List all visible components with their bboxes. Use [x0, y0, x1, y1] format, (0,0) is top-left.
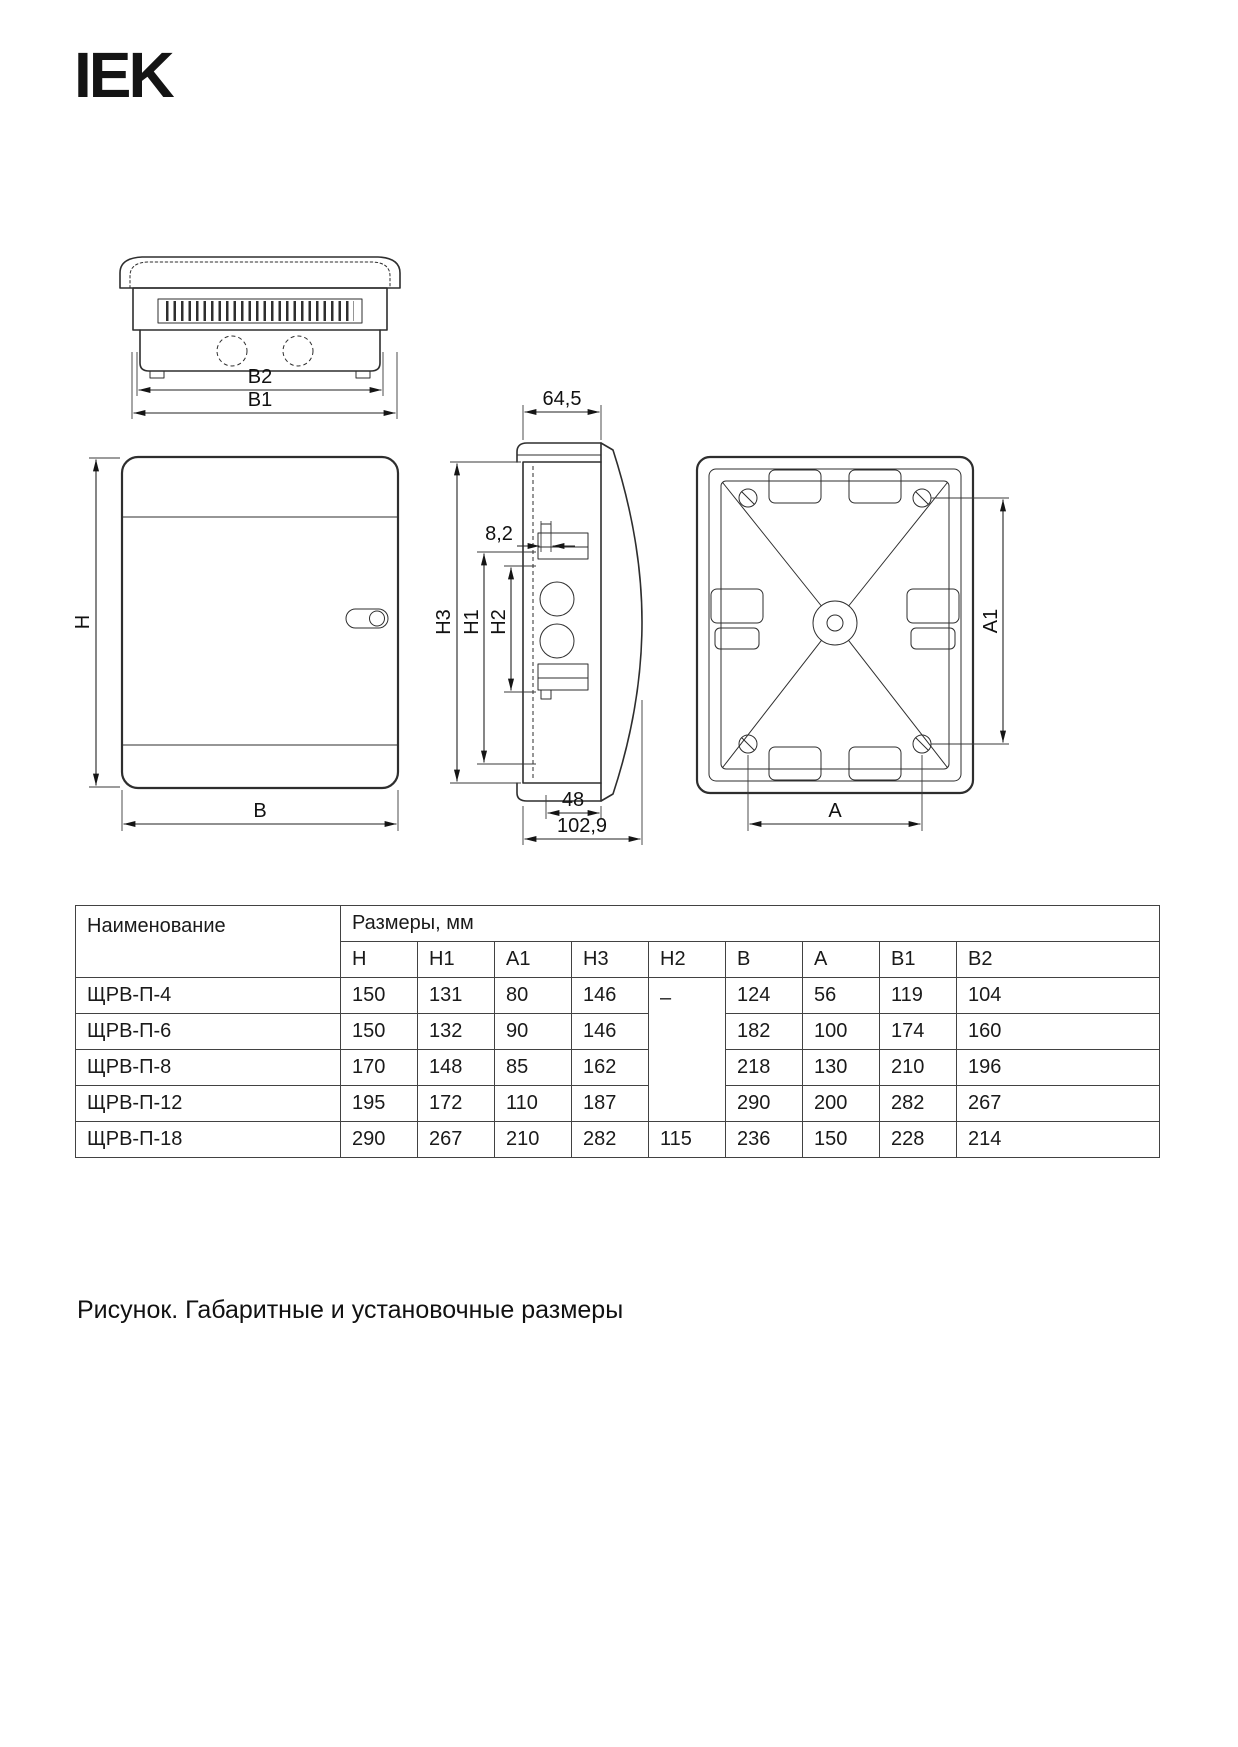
col-b1: B1 [880, 942, 957, 978]
dimensions-table [75, 905, 1160, 1158]
din-clip-bottom [538, 664, 588, 699]
header-sizes-group: Размеры, мм [341, 906, 1160, 942]
cell-h2-merged: – [649, 978, 726, 1122]
table-row [76, 1122, 1160, 1158]
knockout [769, 747, 821, 780]
dim-label-b2: B2 [247, 366, 273, 388]
cell: 150 [341, 978, 418, 1014]
knockout [911, 628, 955, 649]
cell: 150 [803, 1122, 880, 1158]
model-name: ЩРВ-П-12 [76, 1086, 341, 1122]
mount-screw [913, 489, 931, 507]
cell: 104 [957, 978, 1160, 1014]
model-name: ЩРВ-П-18 [76, 1122, 341, 1158]
dim-label-64-5: 64,5 [542, 388, 582, 410]
dim-label-b1: B1 [247, 389, 273, 411]
cell: 124 [726, 978, 803, 1014]
cell: 174 [880, 1014, 957, 1050]
col-h2: H2 [649, 942, 726, 978]
col-h1: H1 [418, 942, 495, 978]
cell: 160 [957, 1014, 1160, 1050]
cell: 132 [418, 1014, 495, 1050]
technical-drawing [0, 240, 1238, 880]
cell: 170 [341, 1050, 418, 1086]
cell: 196 [957, 1050, 1160, 1086]
top-view [120, 257, 400, 419]
iek-logo: IEK [74, 39, 172, 111]
cell: 162 [572, 1050, 649, 1086]
center-boss [813, 601, 857, 645]
cell: 187 [572, 1086, 649, 1122]
dim-label-102-9: 102,9 [556, 815, 608, 837]
col-b2: B2 [957, 942, 1160, 978]
cell: 282 [880, 1086, 957, 1122]
cell: 56 [803, 978, 880, 1014]
cell: 90 [495, 1014, 572, 1050]
knockout [907, 589, 959, 623]
dim-label-h: H [72, 614, 94, 630]
cell: 200 [803, 1086, 880, 1122]
cell: 115 [649, 1122, 726, 1158]
cell: 150 [341, 1014, 418, 1050]
dim-label-a: A [828, 800, 842, 822]
dim-label-8-2: 8,2 [485, 523, 513, 545]
table-row [76, 1086, 1160, 1122]
figure-caption: Рисунок. Габаритные и установочные размеры [77, 1296, 624, 1324]
cell: 119 [880, 978, 957, 1014]
table-row [76, 978, 1160, 1014]
cell: 236 [726, 1122, 803, 1158]
mount-screw [739, 735, 757, 753]
col-h: H [341, 942, 418, 978]
cell: 110 [495, 1086, 572, 1122]
cable-entry [540, 582, 574, 616]
cell: 130 [803, 1050, 880, 1086]
mount-screw [913, 735, 931, 753]
dim-label-h1: H1 [461, 609, 483, 635]
cell: 218 [726, 1050, 803, 1086]
din-clip-top [538, 524, 588, 559]
knockout [849, 470, 901, 503]
knockout [769, 470, 821, 503]
front-view [72, 457, 398, 831]
table-header-row [76, 906, 1160, 942]
cell: 267 [957, 1086, 1160, 1122]
mount-screw [739, 489, 757, 507]
side-view [433, 388, 642, 845]
dim-label-b: B [253, 800, 267, 822]
cell: 210 [880, 1050, 957, 1086]
dim-label-a1: A1 [980, 608, 1002, 634]
model-name: ЩРВ-П-6 [76, 1014, 341, 1050]
cell: 210 [495, 1122, 572, 1158]
cell: 148 [418, 1050, 495, 1086]
cell: 267 [418, 1122, 495, 1158]
cell: 228 [880, 1122, 957, 1158]
cell: 131 [418, 978, 495, 1014]
col-a: A [803, 942, 880, 978]
cell: 290 [341, 1122, 418, 1158]
cell: 146 [572, 978, 649, 1014]
cell: 282 [572, 1122, 649, 1158]
cell: 290 [726, 1086, 803, 1122]
model-name: ЩРВ-П-8 [76, 1050, 341, 1086]
door-handle [346, 609, 388, 628]
dim-label-h3: H3 [433, 609, 455, 635]
table-row [76, 1050, 1160, 1086]
cell: 100 [803, 1014, 880, 1050]
knockout-circle [283, 336, 313, 366]
knockout-circle [217, 336, 247, 366]
cell: 182 [726, 1014, 803, 1050]
cell: 214 [957, 1122, 1160, 1158]
col-b: B [726, 942, 803, 978]
cell: 195 [341, 1086, 418, 1122]
cell: 85 [495, 1050, 572, 1086]
knockout [715, 628, 759, 649]
back-view [697, 457, 1009, 831]
table-row [76, 1014, 1160, 1050]
cell: 80 [495, 978, 572, 1014]
header-name: Наименование [76, 906, 341, 978]
dim-label-48: 48 [561, 789, 585, 811]
knockout [711, 589, 763, 623]
dim-label-h2: H2 [488, 609, 510, 635]
col-a1: A1 [495, 942, 572, 978]
cable-entry [540, 624, 574, 658]
model-name: ЩРВ-П-4 [76, 978, 341, 1014]
cell: 172 [418, 1086, 495, 1122]
cell: 146 [572, 1014, 649, 1050]
knockout [849, 747, 901, 780]
door-profile [601, 443, 642, 801]
col-h3: H3 [572, 942, 649, 978]
